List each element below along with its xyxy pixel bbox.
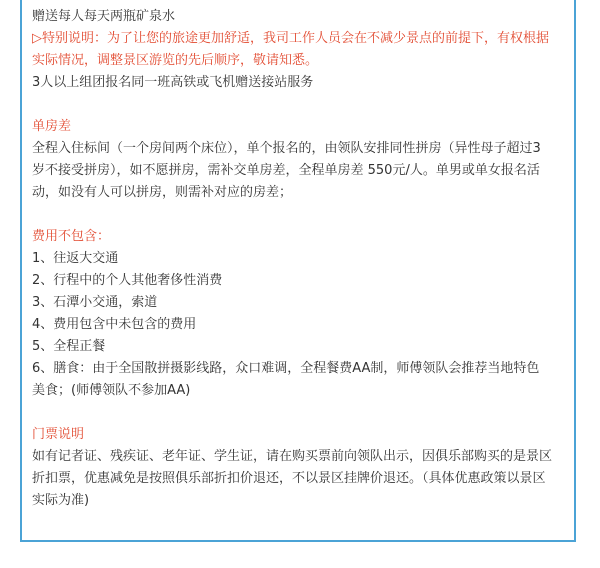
card-content [32,6,572,512]
single-room-title: 单房差 [32,119,72,134]
gift-water-text: 赠送每人每天两瓶矿泉水 [32,9,176,24]
special-notice-line-1: ▷特别说明：为了让您的旅途更加舒适，我司工作人员会在不减少景点的前提下，有权根据 [32,31,549,46]
tickets-title: 门票说明 [32,427,85,442]
single-room-line-1: 全程入住标间（一个房间两个床位），单个报名的，由领队安排同性拼房（异性母子超过3 [32,141,541,156]
list-item: 5、全程正餐 [32,339,106,354]
special-notice-line-2: 实际情况，调整景区游览的先后顺序，敬请知悉。 [32,53,319,68]
list-item: 1、往返大交通 [32,251,119,266]
single-room-line-3: 动，如没有人可以拼房，则需补对应的房差； [32,185,293,200]
excluded-title: 费用不包含： [32,229,111,244]
tickets-line-2: 折扣票，优惠减免是按照俱乐部折扣价退还，不以景区挂牌价退还。（具体优惠政策以景区 [32,471,546,486]
list-item: 2、行程中的个人其他奢侈性消费 [32,273,223,288]
tickets-line-3: 实际为准) [32,493,90,508]
single-room-line-2: 岁不接受拼房），如不愿拼房，需补交单房差，全程单房差 550元/人。单男或单女报名活 [32,163,540,178]
tickets-line-1: 如有记者证、残疾证、老年证、学生证，请在购买票前向领队出示，因俱乐部购买的是景区 [32,449,553,464]
info-card [20,0,576,542]
list-item-continuation: 美食；(师傅领队不参加AA) [32,383,191,398]
list-item: 4、费用包含中未包含的费用 [32,317,197,332]
group-service-text: 3人以上组团报名同一班高铁或飞机赠送接站服务 [32,75,314,90]
list-item: 3、石潭小交通，索道 [32,295,158,310]
list-item: 6、膳食：由于全国散拼摄影线路，众口难调，全程餐费AA制，师傅领队会推荐当地特色 [32,361,540,376]
